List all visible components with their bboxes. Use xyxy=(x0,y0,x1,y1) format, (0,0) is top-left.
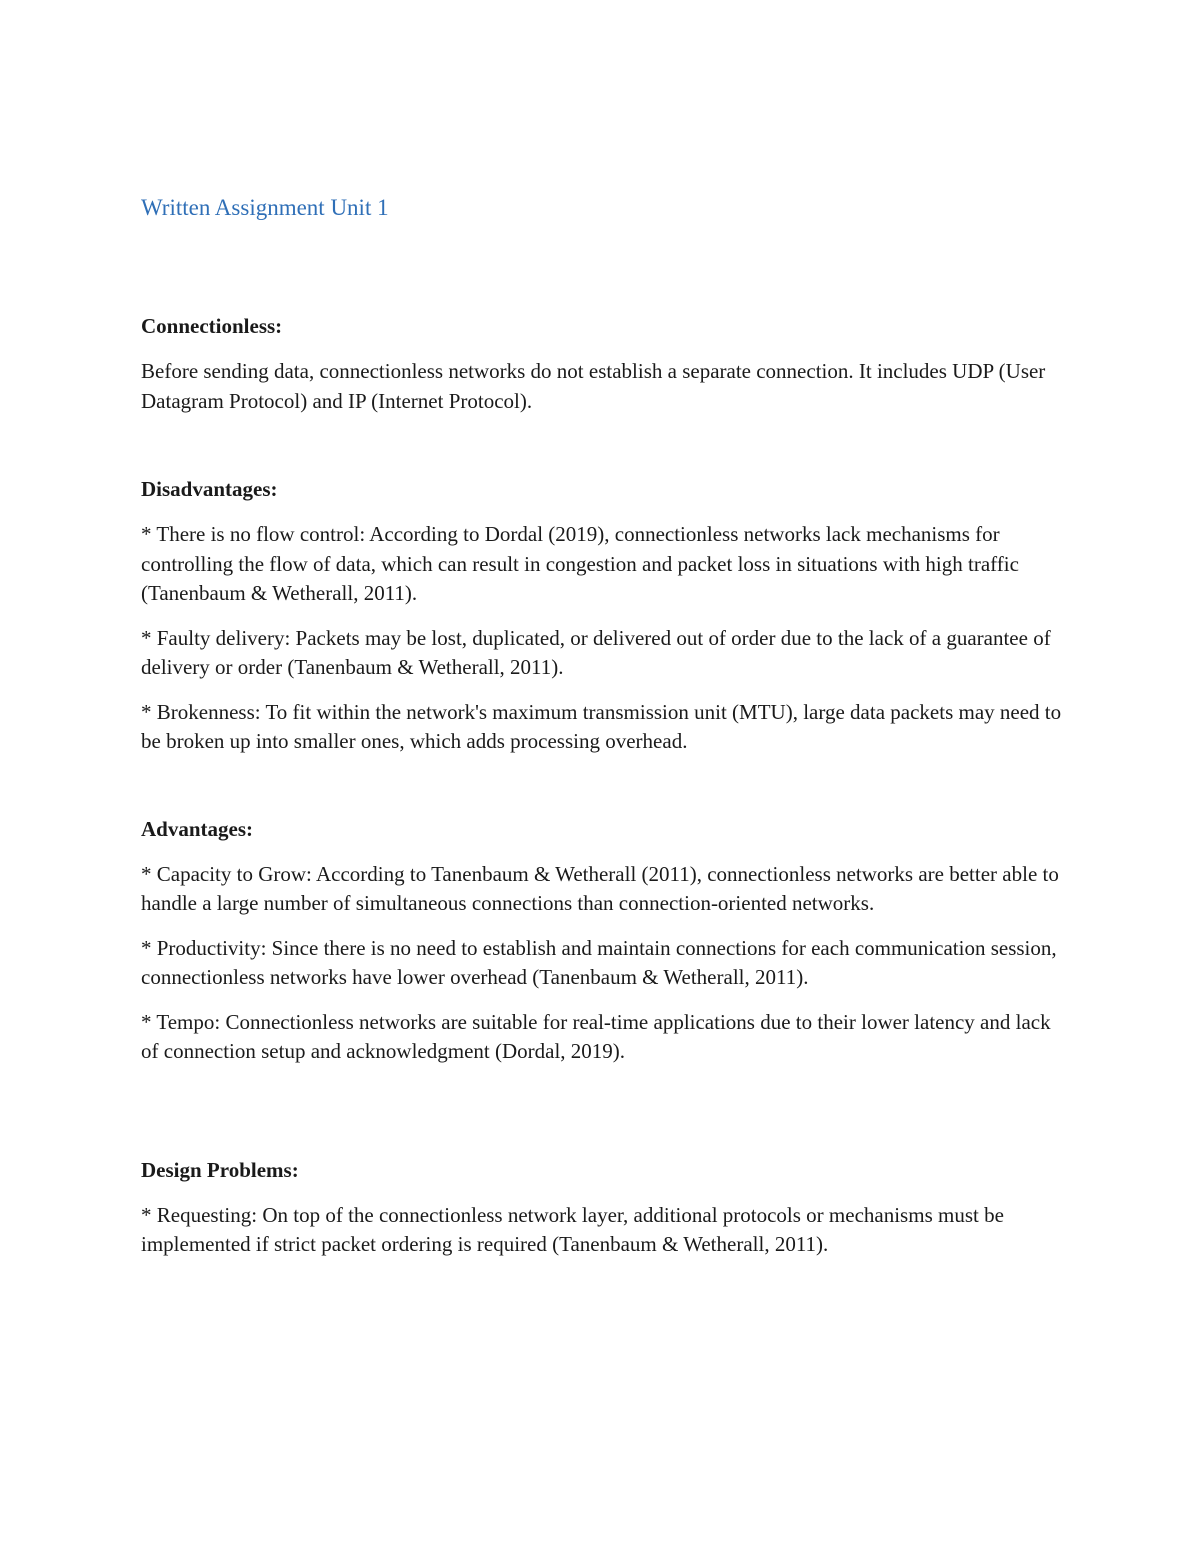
heading-advantages: Advantages: xyxy=(141,816,254,841)
heading-design-problems: Design Problems: xyxy=(141,1157,299,1182)
heading-disadvantages: Disadvantages: xyxy=(141,477,278,501)
design-problem-item: * Requesting: On top of the connectionless network layer, additional protocols or mechanisms must be implemented if strict packet ordering is required (Tanenbaum & Wetherall, 2011). xyxy=(141,1202,1004,1256)
document-body xyxy=(141,193,1066,1260)
advantage-item: * Tempo: Connectionless networks are suitable for real-time applications due to their lower latency and lack of connection setup and acknowledgment (Dordal, 2019). xyxy=(141,1009,1051,1063)
document-title: Written Assignment Unit 1 xyxy=(141,195,389,220)
disadvantage-item: * Brokenness: To fit within the network's maximum transmission unit (MTU), large data packets may need to be broken up into smaller ones, which adds processing overhead. xyxy=(141,699,1062,753)
advantage-item: * Capacity to Grow: According to Tanenbaum & Wetherall (2011), connectionless networks are better able to handle a large number of simultaneous connections than connection-oriented networks. xyxy=(141,861,1059,915)
disadvantage-item: * Faulty delivery: Packets may be lost, duplicated, or delivered out of order due to the lack of a guarantee of delivery or order (Tanenbaum & Wetherall, 2011). xyxy=(141,625,1051,679)
connectionless-paragraph: Before sending data, connectionless networks do not establish a separate connection. It includes UDP (User Datagram Protocol) and IP (Internet Protocol). xyxy=(141,359,1046,413)
disadvantage-item: * There is no flow control: According to Dordal (2019), connectionless networks lack mechanisms for controlling the flow of data, which can result in congestion and packet loss in situations with high traffic (Tanenbaum & Wetherall, 2011). xyxy=(141,522,1019,605)
advantage-item: * Productivity: Since there is no need to establish and maintain connections for each communication session, connectionless networks have lower overhead (Tanenbaum & Wetherall, 2011). xyxy=(141,935,1057,989)
heading-connectionless: Connectionless: xyxy=(141,314,283,338)
